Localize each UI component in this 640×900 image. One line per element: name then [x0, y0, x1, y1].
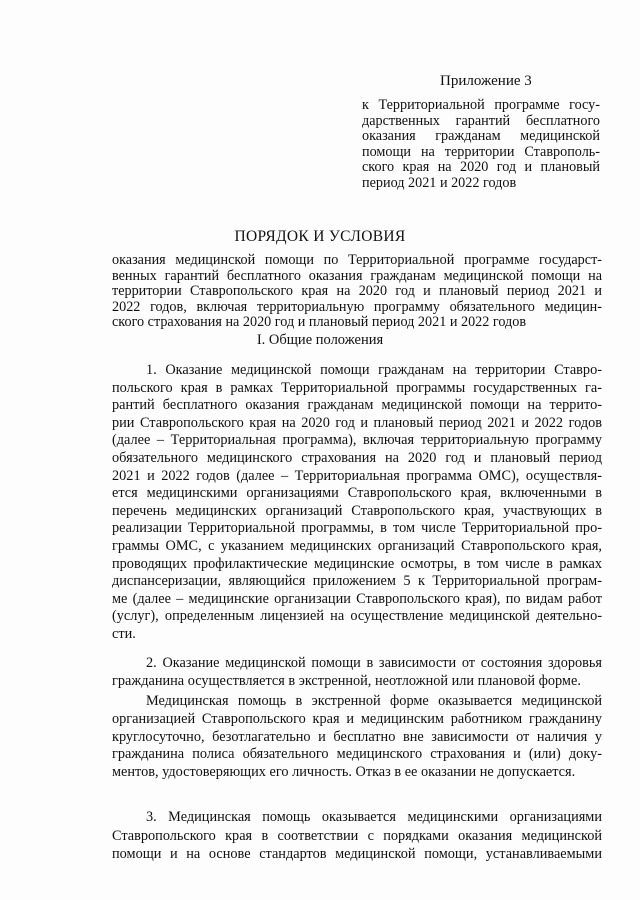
paragraph-line: рантий бесплатного оказания гражданам медицинской помощи на террито-	[112, 397, 602, 414]
paragraph-line: 2. Оказание медицинской помощи в зависимости от состояния здоровья	[146, 655, 602, 671]
paragraph-line: ме (далее – медицинские организации Ставропольского края), по видам работ	[112, 590, 602, 607]
appendix-reference	[362, 98, 600, 191]
paragraph-3	[112, 693, 602, 782]
paragraph-line: 1. Оказание медицинской помощи гражданам на территории Ставро-	[146, 362, 602, 378]
paragraph-line: диспансеризации, являющийся приложением 5 к Территориальной програм-	[112, 573, 602, 590]
paragraph-1	[112, 362, 602, 644]
paragraph-line: (далее – Территориальная программа), включая территориальную программу	[112, 432, 602, 449]
reference-line: ского края на 2020 год и плановый	[362, 159, 600, 175]
paragraph-line: проводящих профилактические медицинские осмотры, в том числе в рамках	[112, 555, 602, 572]
subtitle-line: 2022 годов, включая территориальную программу обязательного медицин-	[112, 298, 602, 315]
reference-line: дарственных гарантий бесплатного	[362, 112, 600, 129]
paragraph-line: граммы ОМС, с указанием медицинских организаций Ставропольского края,	[112, 537, 602, 554]
paragraph-line: помощи и на основе стандартов медицинской помощи, устанавливаемыми	[112, 846, 602, 863]
paragraph-line: сти.	[112, 625, 136, 642]
paragraph-4	[112, 808, 602, 864]
subtitle-line: ского страхования на 2020 год и плановый период 2021 и 2022 годов	[112, 314, 527, 331]
paragraph-line: ется медицинскими организациями Ставропольского края, включенными в	[112, 485, 602, 502]
paragraph-line: 3. Медицинская помощь оказывается медицинскими организациями	[146, 809, 602, 825]
section-heading: I. Общие положения	[256, 332, 384, 348]
paragraph-line: перечень медицинских организаций Ставропольского края, участвующих в	[112, 502, 602, 519]
reference-line: к Территориальной программе госу-	[362, 97, 600, 113]
paragraph-line: Ставропольского края в соответствии с порядками оказания медицинской	[112, 827, 602, 844]
paragraph-line: польского края в рамках Территориальной программы государственных га-	[112, 379, 602, 396]
paragraph-line: ментов, удостоверяющих его личность. Отказ в ее оказании не допускается.	[112, 764, 576, 781]
paragraph-line: обязательного медицинского страхования на 2020 год и плановый период	[112, 449, 602, 466]
reference-line: период 2021 и 2022 годов	[362, 174, 517, 191]
document-title: ПОРЯДОК И УСЛОВИЯ	[234, 228, 406, 245]
paragraph-line: круглосуточно, безотлагательно и бесплатно вне зависимости от наличия у	[112, 728, 602, 745]
reference-line: оказания гражданам медицинской	[362, 128, 600, 144]
paragraph-line: (услуг), определенным лицензией на осуществление медицинской деятельно-	[112, 608, 602, 625]
paragraph-2	[112, 655, 602, 690]
paragraph-line: рии Ставропольского края на 2020 год и плановый период 2021 и 2022 годов	[112, 414, 602, 431]
subtitle-line: венных гарантий бесплатного оказания гражданам медицинской помощи на	[112, 267, 602, 284]
subtitle-line: территории Ставропольского края на 2020 год и плановый период 2021 и	[112, 283, 602, 300]
reference-line: помощи на территории Ставрополь-	[362, 143, 600, 160]
paragraph-line: гражданина осуществляется в экстренной, неотложной или плановой форме.	[112, 672, 581, 689]
paragraph-line: 2021 и 2022 годов (далее – Территориальная программа ОМС), осуществля-	[112, 467, 602, 484]
paragraph-line: Медицинская помощь в экстренной форме оказывается медицинской	[146, 693, 602, 709]
appendix-label: Приложение 3	[440, 73, 532, 89]
subtitle-line: оказания медицинской помощи по Территориальной программе государст-	[112, 252, 602, 268]
paragraph-line: организацией Ставропольского края и медицинским работником гражданину	[112, 710, 602, 727]
paragraph-line: реализации Территориальной программы, в том числе Территориальной про-	[112, 520, 602, 537]
document-subtitle	[112, 253, 602, 331]
paragraph-line: гражданина полиса обязательного медицинского страхования и (или) доку-	[112, 746, 602, 763]
